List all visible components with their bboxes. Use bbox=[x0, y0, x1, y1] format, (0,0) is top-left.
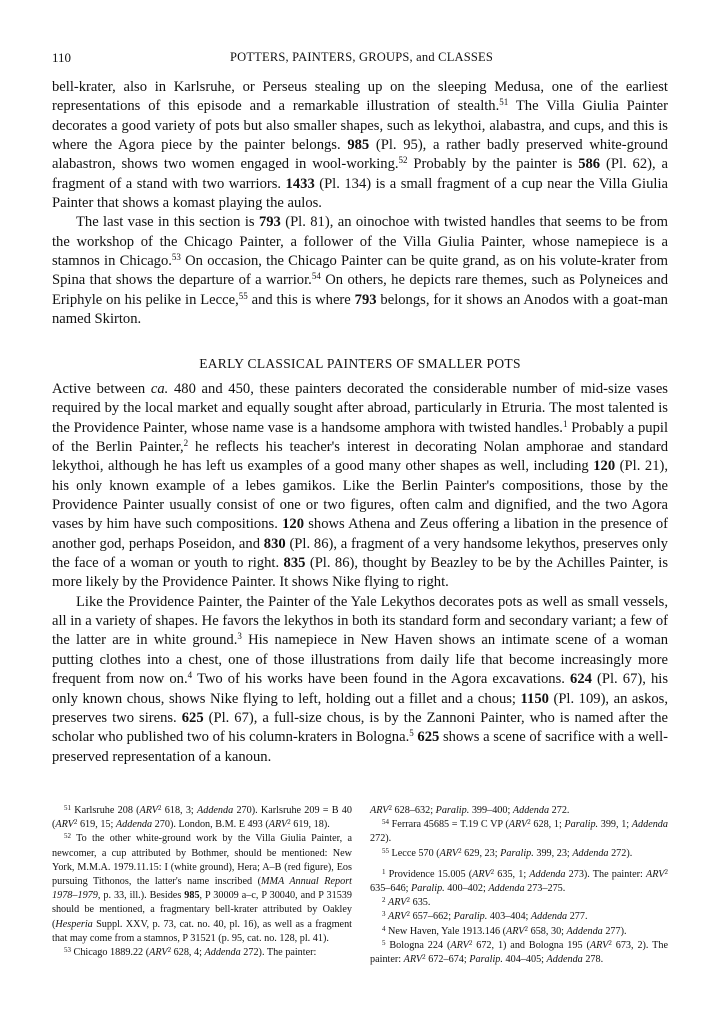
running-head: POTTERS, PAINTERS, GROUPS, and CLASSES bbox=[229, 50, 494, 64]
footnotes-right-column bbox=[370, 804, 668, 967]
footnote-54: $^{54}$ Ferrara 45685 = T.19 C VP (ARV$^2$ 628, 1; Paralip. 399, 1; Addenda 272). bbox=[370, 818, 668, 845]
catalog-ref-1433: 1433 bbox=[285, 175, 315, 192]
footnote-ref-52[interactable]: 52 bbox=[398, 155, 408, 166]
catalog-ref-120: 120 bbox=[282, 516, 304, 533]
footnote-ref-2[interactable]: 2 bbox=[183, 438, 189, 449]
footnote-ref-5[interactable]: 5 bbox=[409, 728, 414, 739]
catalog-ref-793: 793 bbox=[258, 214, 281, 231]
catalog-ref-120: 120 bbox=[593, 458, 616, 475]
page-header bbox=[52, 50, 671, 70]
catalog-ref-830: 830 bbox=[263, 535, 286, 552]
footnote-ref-55[interactable]: 55 bbox=[238, 290, 248, 301]
catalog-ref-625: 625 bbox=[181, 709, 204, 726]
body-text-main bbox=[52, 380, 668, 767]
footnote-53-continued: ARV$^2$ 628–632; Paralip. 399–400; Addenda 272. bbox=[370, 804, 570, 816]
footnote-ref-1[interactable]: 1 bbox=[562, 418, 568, 429]
body-text-top bbox=[52, 78, 668, 329]
footnote-ref-51[interactable]: 51 bbox=[499, 97, 509, 108]
catalog-ref-835: 835 bbox=[283, 555, 306, 572]
footnotes-left-column bbox=[52, 804, 352, 960]
footnote-3: $^3$ ARV$^2$ 657–662; Paralip. 403–404; Addenda 277. bbox=[382, 910, 588, 923]
footnote-ref-3[interactable]: 3 bbox=[237, 631, 242, 642]
catalog-ref-625: 625 bbox=[417, 729, 440, 746]
footnote-51: $^{51}$ Karlsruhe 208 (ARV$^2$ 618, 3; Addenda 270). Karlsruhe 209 = B 40 (ARV$^2$ 619, 15; Addenda 270). London, B.M. E 493 (ARV$^2$ 619, 18). bbox=[52, 804, 352, 831]
paragraph-4: Like the Providence Painter, the Painter of the Yale Lekythos decorates pots as well as small vessels, all in a variety of shapes. He favors the lekythos in both its standard form and secondary variant; a few of the latter are in white ground.$^3$ His namepiece in New Haven shows an intimate scene of a woman putting clothes into a chest, one of those illustrations from daily life that become increasingly more frequent from now on.$^4$ Two of his works have been found in the Agora excavations. 624 (Pl. 67), his only known chous, shows Nike flying to left, holding out a fillet and a chous; 1150 (Pl. 109), an askos, preserves two sirens. 625 (Pl. 67), a full-size chous, is by the Zannoni Painter, who is named after the scholar who published two of his column-kraters in Bologna.$^5$ 625 shows a scene of sacrifice with a well-preserved representation of a kanoun. bbox=[52, 593, 669, 765]
paragraph-2: The last vase in this section is 793 (Pl. 81), an oinochoe with twisted handles that seems to be from the workshop of the Chicago Painter, a follower of the Villa Giulia Painter, whose namepiece is a stamnos in Chicago.$^{53}$ On occasion, the Chicago Painter can be quite grand, as on his volute-krater from Spina that shows the departure of a warrior.$^{54}$ On others, he depicts rare themes, such as Polyneices and Eriphyle on his pelike in Lecce,$^{55}$ and this is where 793 belongs, for it shows an Anodos with a goat-man named Skirton. bbox=[52, 214, 668, 328]
footnote-gap bbox=[370, 861, 668, 868]
section-heading: EARLY CLASSICAL PAINTERS OF SMALLER POTS bbox=[199, 356, 521, 371]
footnote-53: $^{53}$ Chicago 1889.22 (ARV$^2$ 628, 4; Addenda 272). The painter: bbox=[64, 946, 317, 959]
catalog-ref-624: 624 bbox=[570, 671, 592, 688]
footnote-52: $^{52}$ To the other white-ground work by the Villa Giulia Painter, a newcomer, a cup attributed by Bothmer, should be mentioned: New York, M.M.A. 1979.11.15: I (white ground), Hera; A–B (red figure), Eos pursuing Tithonos, the latter's name inscribed (MMA Annual Report 1978–1979, p. 33, ill.). Besides 985, P 30009 a–c, P 30040, and P 31539 should be mentioned, a fragmentary bell-krater attributed by Oakley (Hesperia Suppl. XXV, p. 73, cat. no. 40, pl. 16), as well as a fragment that may come from a stamnos, P 31521 (p. 95, cat. no. 128, pl. 41). bbox=[52, 832, 353, 944]
paragraph-3: Active between ca. 480 and 450, these painters decorated the considerable number of mid-size vases required by the local market and equally sought after abroad, particularly in Etruria. The most talented is the Providence Painter, whose name vase is a handsome amphora with twisted handles.$^1$ Probably a pupil of the Berlin Painter,$^2$ he reflects his teacher's interest in decorating Nolan amphorae and standard lekythoi, although he has left us examples of a good many other shapes as well, including 120 (Pl. 21), his only known example of a lebes gamikos. Like the Berlin Painter's compositions, those by the Providence Painter usually consist of one or two figures, often calm and dignified, and the two Agora vases by him have such compositions. 120 shows Athena and Zeus offering a libation in the presence of another god, perhaps Poseidon, and 830 (Pl. 86), a fragment of a very handsome lekythos, preserves only the face of a woman or youth to right. 835 (Pl. 86), thought by Beazley to be by the Achilles Painter, is more likely by the Providence Painter. It shows Nike flying to right. bbox=[52, 381, 668, 591]
catalog-ref-1150: 1150 bbox=[520, 690, 549, 707]
footnote-ref-4[interactable]: 4 bbox=[187, 670, 193, 681]
catalog-ref-793: 793 bbox=[354, 291, 377, 308]
paragraph-1: bell-krater, also in Karlsruhe, or Perseus stealing up on the sleeping Medusa, one of the earliest representations of this episode and a remarkable illustration of stealth.$^{51}$ The Villa Giulia Painter decorates a good variety of pots but also smaller shapes, such as lekythoi, alabastra, and cups, and this is where the Agora piece by the painter belongs. 985 (Pl. 95), a rather badly preserved white-ground alabastron, shows two women engaged in wool-working.$^{52}$ Probably by the painter is 586 (Pl. 62), a fragment of a stand with two warriors. 1433 (Pl. 134) is a small fragment of a cup near the Villa Giulia Painter that shows a komast playing the aulos. bbox=[52, 79, 669, 212]
footnote-5: $^5$ Bologna 224 (ARV$^2$ 672, 1) and Bologna 195 (ARV$^2$ 673, 2). The painter: ARV$^2$ 672–674; Paralip. 404–405; Addenda 278. bbox=[370, 938, 669, 966]
footnote-55: $^{55}$ Lecce 570 (ARV$^2$ 629, 23; Paralip. 399, 23; Addenda 272). bbox=[382, 846, 633, 859]
page-number: 110 bbox=[52, 50, 72, 65]
catalog-ref-586: 586 bbox=[578, 156, 601, 173]
footnote-ref-54[interactable]: 54 bbox=[311, 271, 321, 282]
catalog-ref-985: 985 bbox=[347, 137, 370, 154]
footnote-ref-53[interactable]: 53 bbox=[171, 252, 181, 263]
footnote-2: $^2$ ARV$^2$ 635. bbox=[382, 896, 431, 909]
footnote-4: $^4$ New Haven, Yale 1913.146 (ARV$^2$ 658, 30; Addenda 277). bbox=[382, 924, 627, 937]
footnote-1: $^1$ Providence 15.005 (ARV$^2$ 635, 1; Addenda 273). The painter: ARV$^2$ 635–646; Paralip. 400–402; Addenda 273–275. bbox=[370, 867, 668, 895]
